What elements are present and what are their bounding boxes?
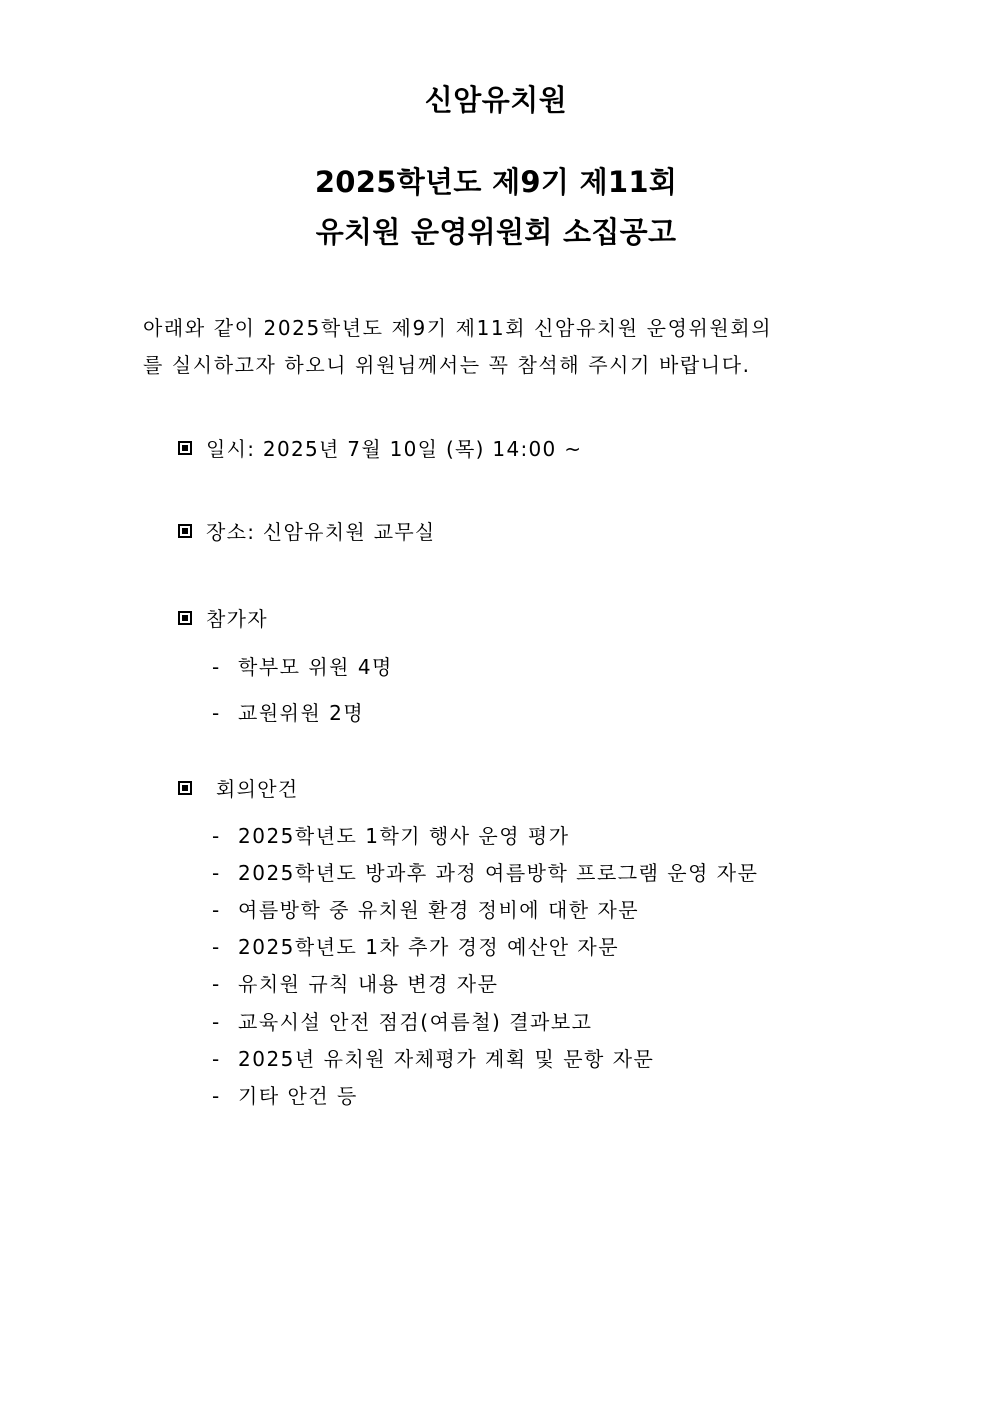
date-text: 일시: 2025년 7월 10일 (목) 14:00 ~	[206, 437, 583, 461]
dash-marker: -	[212, 898, 221, 922]
square-bullet-icon	[178, 524, 192, 538]
agenda-item	[212, 820, 570, 849]
dash-marker: -	[212, 824, 221, 848]
square-bullet-icon	[178, 781, 192, 795]
agenda-item	[212, 1080, 358, 1109]
agenda-item	[212, 1006, 592, 1035]
agenda-text: 2025년 유치원 자체평가 계획 및 문항 자문	[238, 1047, 655, 1071]
section-attendees	[178, 603, 268, 632]
dash-marker: -	[212, 1084, 221, 1108]
dash-marker: -	[212, 1010, 221, 1034]
agenda-text: 2025학년도 1차 추가 경정 예산안 자문	[238, 935, 620, 959]
agenda-item	[212, 857, 758, 886]
agenda-text: 여름방학 중 유치원 환경 정비에 대한 자문	[238, 898, 640, 922]
agenda-item	[212, 968, 498, 997]
attendees-heading: 참가자	[206, 607, 268, 631]
attendee-item	[212, 697, 364, 726]
attendee-text: 교원위원 2명	[238, 701, 365, 725]
square-bullet-icon	[178, 611, 192, 625]
agenda-text: 2025학년도 1학기 행사 운영 평가	[238, 824, 570, 848]
notice-title-line-1: 2025학년도 제9기 제11회	[314, 165, 678, 199]
section-place	[178, 516, 436, 545]
agenda-text: 2025학년도 방과후 과정 여름방학 프로그램 운영 자문	[238, 861, 759, 885]
attendee-item	[212, 651, 393, 680]
org-name: 신암유치원	[424, 83, 568, 117]
dash-marker: -	[212, 861, 221, 885]
section-date	[178, 433, 582, 462]
intro-line-2: 를 실시하고자 하오니 위원님께서는 꼭 참석해 주시기 바랍니다.	[143, 353, 751, 377]
notice-title-line-2: 유치원 운영위원회 소집공고	[315, 215, 677, 249]
agenda-text: 유치원 규칙 내용 변경 자문	[238, 972, 499, 996]
agenda-text: 기타 안건 등	[238, 1084, 358, 1108]
dash-marker: -	[212, 1047, 221, 1071]
dash-marker: -	[212, 701, 221, 725]
attendee-text: 학부모 위원 4명	[238, 655, 393, 679]
dash-marker: -	[212, 972, 221, 996]
square-bullet-icon	[178, 441, 192, 455]
dash-marker: -	[212, 655, 221, 679]
agenda-heading: 회의안건	[216, 777, 299, 801]
dash-marker: -	[212, 935, 221, 959]
agenda-item	[212, 894, 639, 923]
intro-line-1: 아래와 같이 2025학년도 제9기 제11회 신암유치원 운영위원회의	[143, 316, 773, 340]
agenda-item	[212, 931, 619, 960]
agenda-item	[212, 1043, 654, 1072]
section-agenda	[178, 773, 298, 802]
agenda-text: 교육시설 안전 점검(여름철) 결과보고	[238, 1010, 593, 1034]
place-text: 장소: 신암유치원 교무실	[206, 520, 436, 544]
